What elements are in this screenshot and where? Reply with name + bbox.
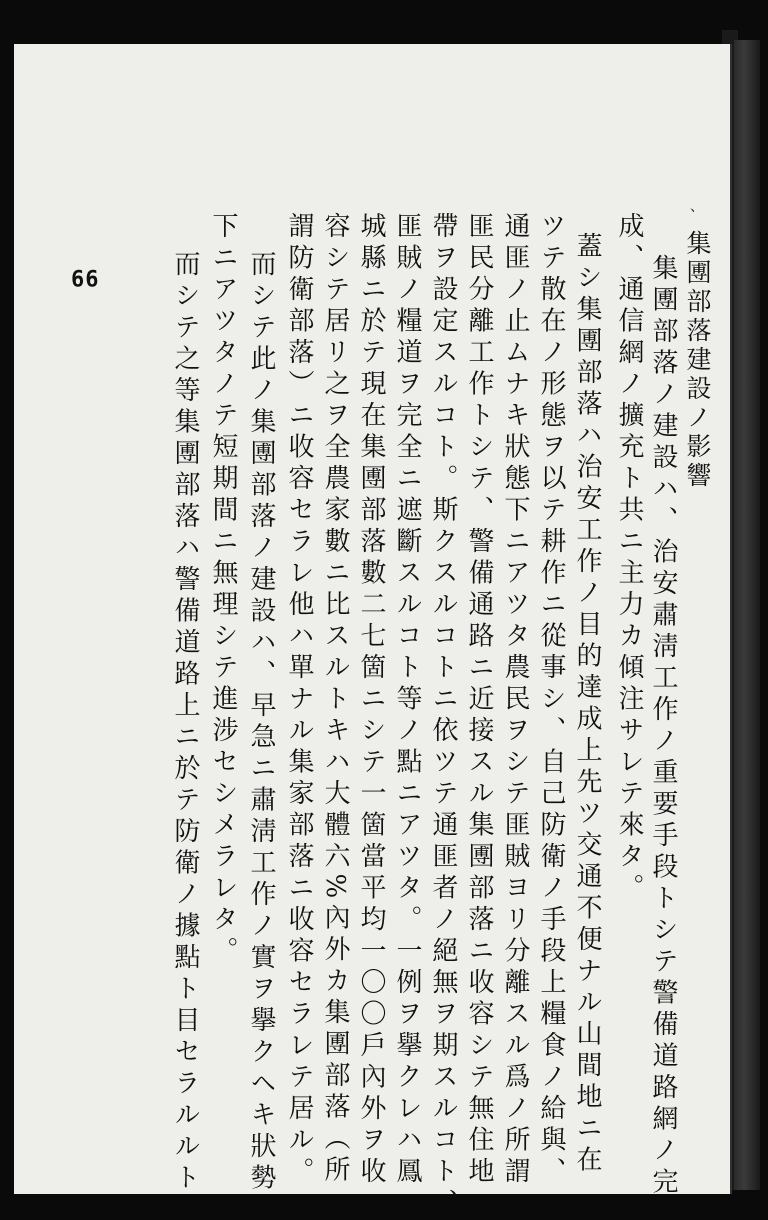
- text-column-2: 成、通信網ノ擴充ト共ニ主力カ傾注サレテ來タ。: [614, 212, 644, 905]
- page-shadow: [734, 40, 760, 1190]
- text-column-5: 通匪ノ止ムナキ狀態下ニアツタ農民ヲシテ匪賊ヨリ分離スル爲ノ所謂: [500, 212, 530, 1189]
- text-column-9: 城縣ニ於テ現在集圑部落數二七箇ニシテ一箇當平均一〇〇戶內外ヲ收: [356, 212, 386, 1189]
- text-column-4: ツテ散在ノ形態ヲ以テ耕作ニ從事シ、自己防衛ノ手段上糧食ノ給與、: [536, 212, 566, 1189]
- page-number: 99: [70, 264, 99, 289]
- text-column-10: 容シテ居リ之ヲ全農家數ニ比スルトキハ大體六%內外カ集圑部落（所: [320, 212, 350, 1188]
- section-heading: 集圑部落建設ノ影響: [683, 230, 712, 491]
- book-page: [14, 44, 732, 1220]
- text-column-3: 蓋シ集圑部落ハ治安工作ノ目的達成上先ツ交通不便ナル山間地ニ在: [572, 232, 602, 1177]
- text-column-11: 謂防衛部落）ニ收容セラレ他ハ單ナル集家部落ニ收容セラレテ居ル。: [284, 212, 314, 1189]
- text-column-6: 匪民分離工作トシテ、警備通路ニ近接スル集圑部落ニ收容シテ無住地: [464, 212, 494, 1189]
- text-column-14: 而シテ之等集圑部落ハ警備道路上ニ於テ防衛ノ據點ト目セラルルト: [170, 250, 200, 1195]
- text-column-7: 帶ヲ設定スルコト。斯クスルコトニ依ツテ通匪者ノ絕無ヲ期スルコト、: [428, 212, 458, 1220]
- punctuation-mark: 、: [690, 199, 704, 215]
- text-column-13: 下ニアツタノテ短期間ニ無理シテ進涉セシメラレタ。: [208, 212, 238, 968]
- text-column-8: 匪賊ノ糧道ヲ完全ニ遮斷スルコト等ノ點ニアツタ。一例ヲ擧クレハ鳳: [392, 212, 422, 1189]
- text-column-12: 而シテ此ノ集圑部落ノ建設ハ、早急ニ肅淸工作ノ實ヲ擧クヘキ狀勢: [246, 250, 276, 1195]
- text-column-1: 集圑部落ノ建設ハ、治安肅淸工作ノ重要手段トシテ警備道路網ノ完: [648, 254, 678, 1199]
